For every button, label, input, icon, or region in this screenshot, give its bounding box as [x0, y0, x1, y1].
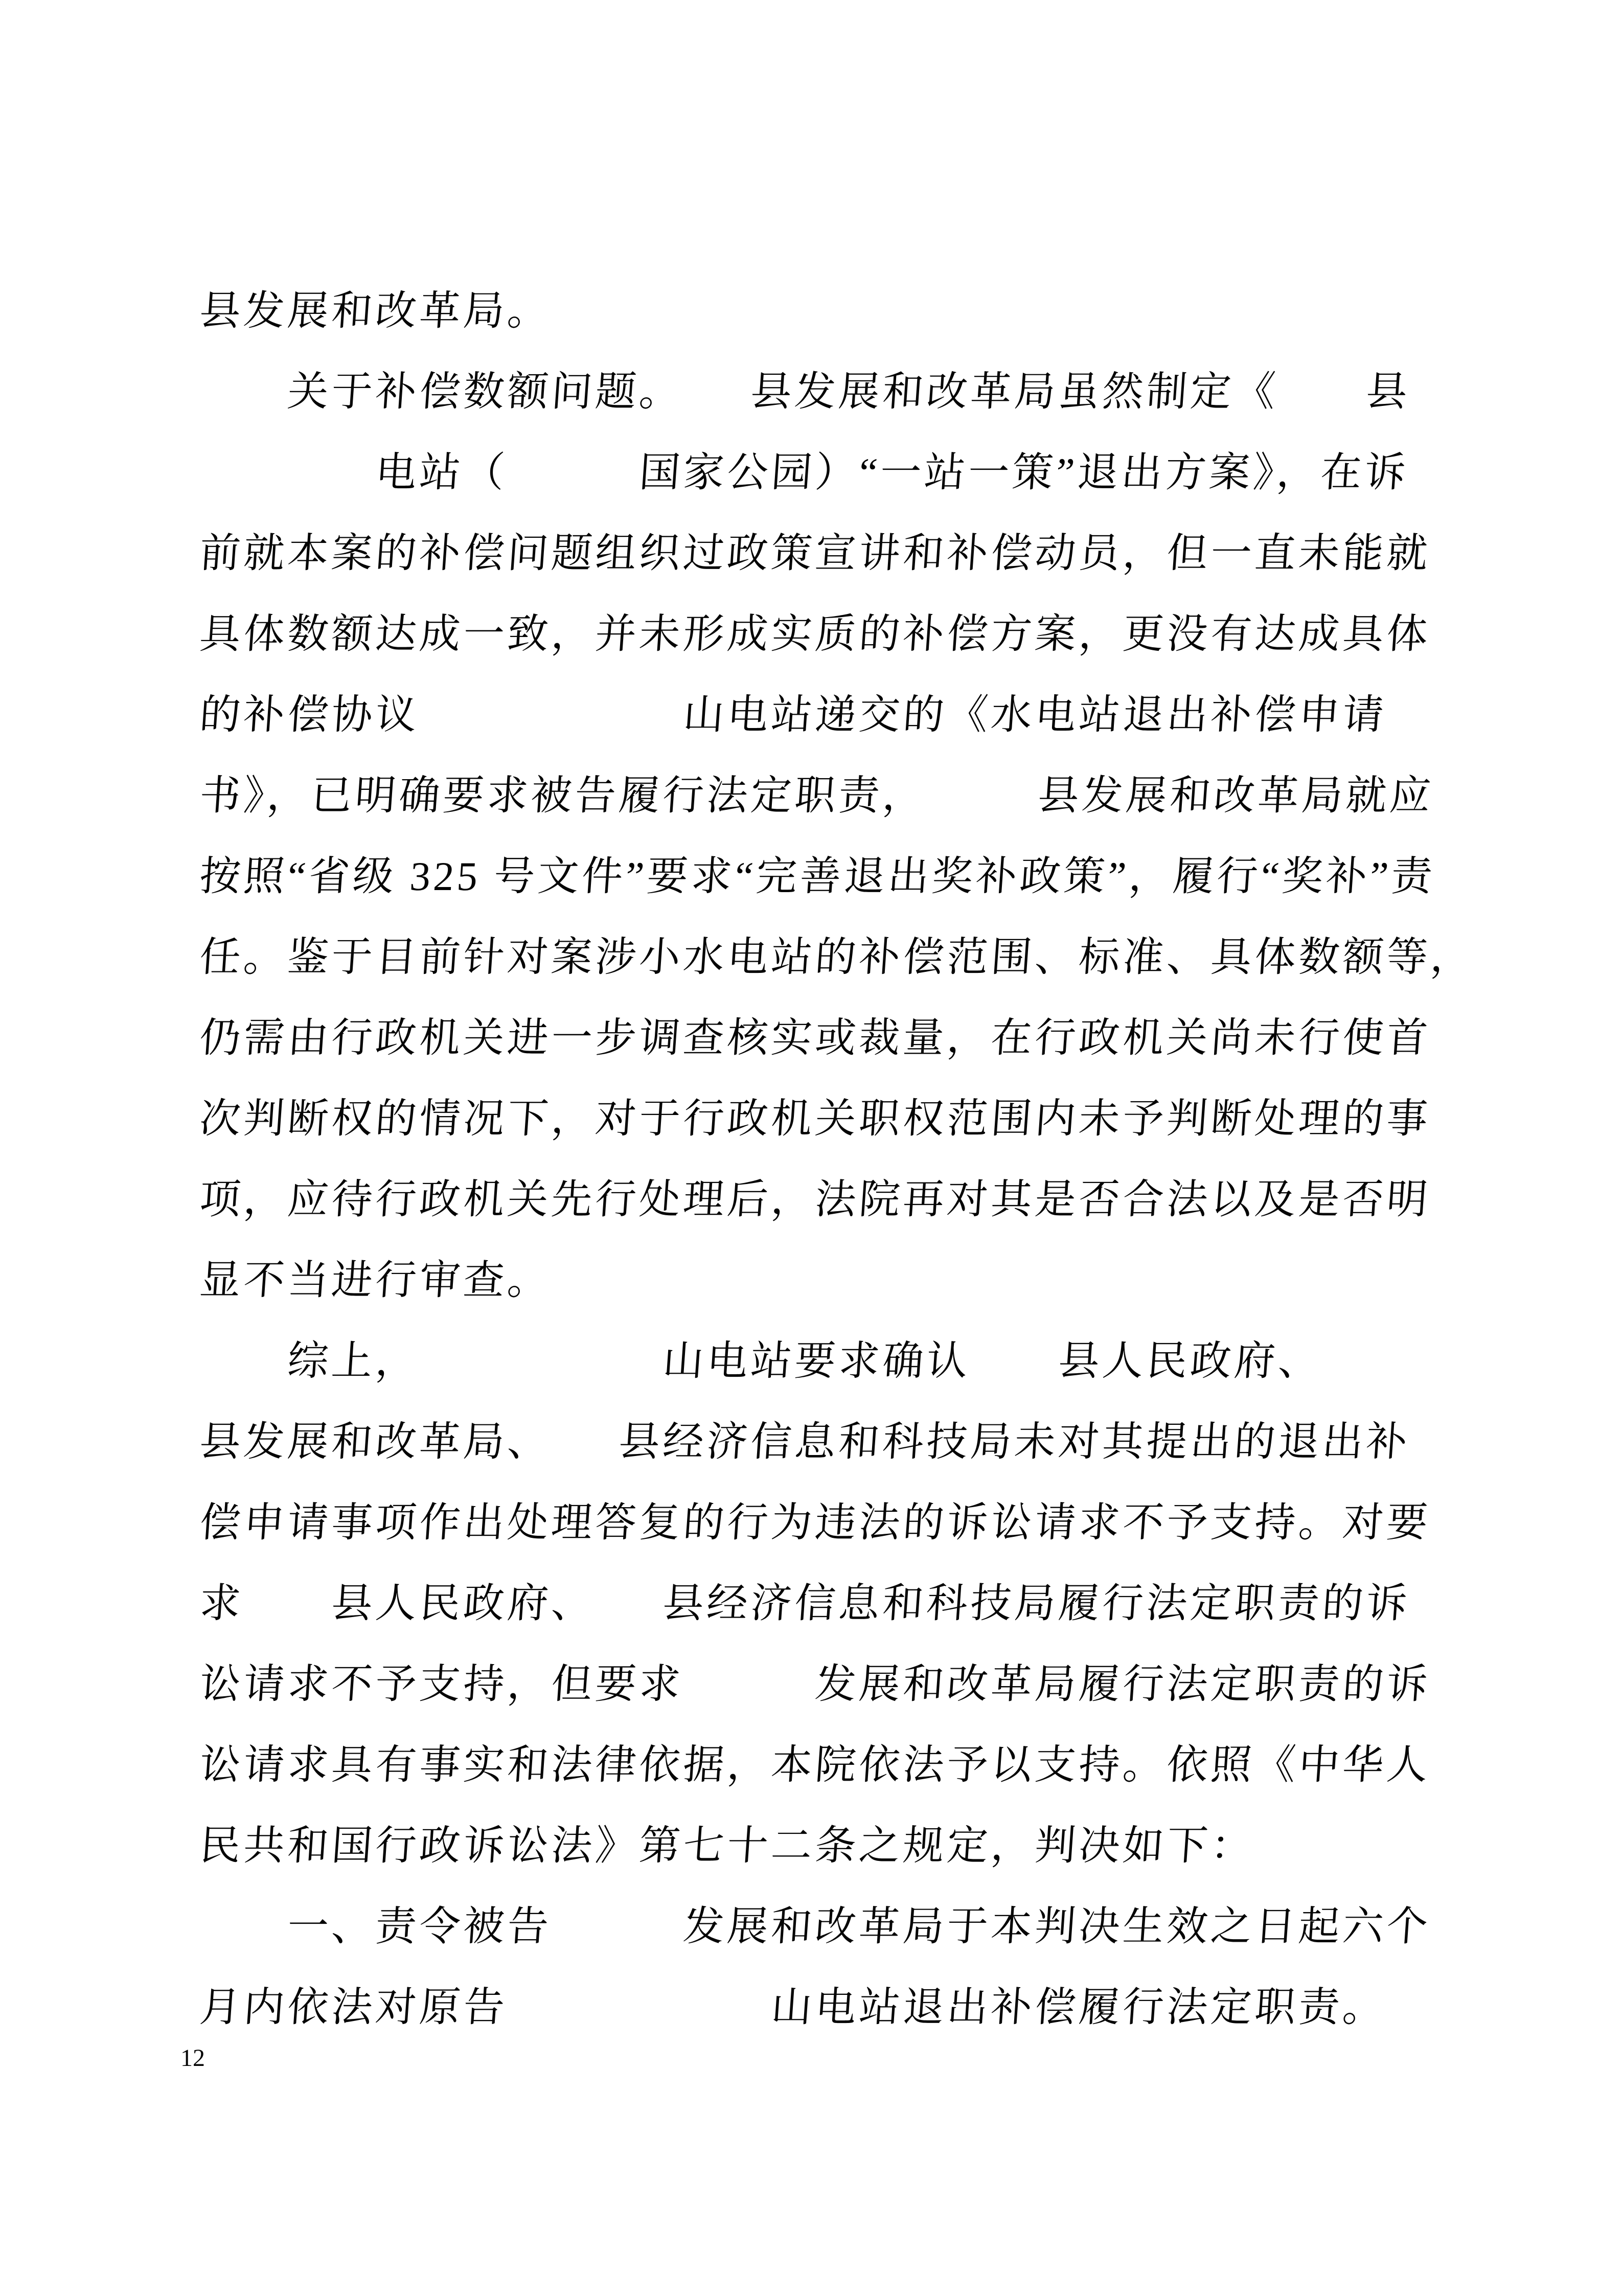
- text-line: 项，应待行政机关先行处理后，法院再对其是否合法以及是否明: [198, 1177, 1432, 1222]
- text-line: 讼请求具有事实和法律依据，本院依法予以支持。依照《中华人: [198, 1743, 1432, 1788]
- text-line: 讼请求不予支持，但要求 发展和改革局履行法定职责的诉: [198, 1662, 1432, 1707]
- text-line: 县发展和改革局。: [198, 289, 553, 334]
- text-line: 次判断权的情况下，对于行政机关职权范围内未予判断处理的事: [198, 1097, 1432, 1142]
- text-line: 前就本案的补偿问题组织过政策宣讲和补偿动员，但一直未能就: [198, 531, 1432, 576]
- text-line: 求 县人民政府、 县经济信息和科技局履行法定职责的诉: [198, 1581, 1412, 1626]
- text-line: 一、责令被告 发展和改革局于本判决生效之日起六个: [198, 1904, 1432, 1949]
- text-line: 按照“省级 325 号文件”要求“完善退出奖补政策”，履行“奖补”责: [198, 854, 1437, 899]
- text-line: 显不当进行审查。: [198, 1258, 553, 1303]
- judgment-text-block: [197, 271, 1476, 2048]
- text-line: 县发展和改革局、 县经济信息和科技局未对其提出的退出补: [198, 1420, 1412, 1465]
- text-line: 电站（ 国家公园）“一站一策”退出方案》，在诉: [198, 450, 1410, 495]
- text-line: 的补偿协议 山电站递交的《水电站退出补偿申请: [198, 693, 1388, 738]
- text-line: 月内依法对原告 山电站退出补偿履行法定职责。: [198, 1985, 1388, 2030]
- text-line: 仍需由行政机关进一步调查核实或裁量，在行政机关尚未行使首: [198, 1016, 1432, 1061]
- text-line: 偿申请事项作出处理答复的行为违法的诉讼请求不予支持。对要: [198, 1501, 1432, 1545]
- text-line: 书》，已明确要求被告履行法定职责， 县发展和改革局就应: [198, 774, 1435, 819]
- text-line: 民共和国行政诉讼法》第七十二条之规定，判决如下：: [198, 1824, 1256, 1869]
- text-line: 综上， 山电站要求确认 县人民政府、: [198, 1339, 1324, 1384]
- text-line: 具体数额达成一致，并未形成实质的补偿方案，更没有达成具体: [198, 612, 1432, 657]
- page-number: 12: [180, 2044, 205, 2072]
- text-line: 任。鉴于目前针对案涉小水电站的补偿范围、标准、具体数额等，: [198, 935, 1476, 980]
- text-line: 关于补偿数额问题。 县发展和改革局虽然制定《 县: [198, 370, 1412, 415]
